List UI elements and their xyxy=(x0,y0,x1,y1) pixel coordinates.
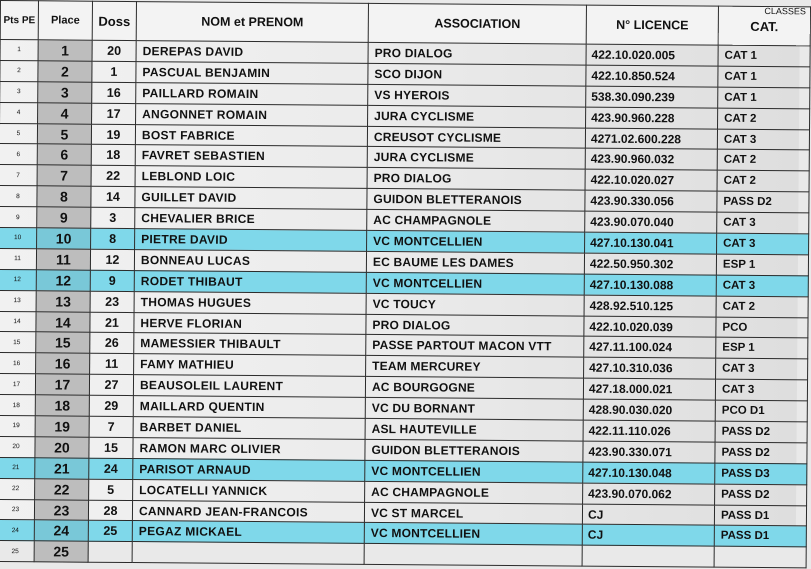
row-doss: 22 xyxy=(91,166,135,187)
row-doss: 28 xyxy=(88,500,132,521)
row-pts: 4 xyxy=(0,102,38,123)
row-doss: 23 xyxy=(90,291,134,312)
row-place: 21 xyxy=(35,458,89,479)
row-name: LEBLOND LOIC xyxy=(135,166,367,189)
row-association: PRO DIALOG xyxy=(367,168,585,191)
row-association: AC CHAMPAGNOLE xyxy=(367,210,585,233)
row-pts: 12 xyxy=(0,269,36,290)
row-pts: 15 xyxy=(0,332,36,353)
row-category: CAT 3 xyxy=(717,212,809,234)
row-place: 11 xyxy=(36,249,90,270)
row-name: PIETRE DAVID xyxy=(135,229,367,252)
header-row xyxy=(0,1,810,46)
row-place: 18 xyxy=(35,395,89,416)
row-category xyxy=(714,547,806,569)
row-category: CAT 1 xyxy=(718,87,810,109)
row-category: CAT 3 xyxy=(716,358,808,380)
row-place: 12 xyxy=(36,270,90,291)
row-pts: 9 xyxy=(0,207,37,228)
row-pts: 8 xyxy=(0,186,37,207)
row-licence: 423.90.330.071 xyxy=(583,441,715,463)
row-category: PASS D1 xyxy=(714,526,806,548)
row-doss: 17 xyxy=(92,103,136,124)
row-name: BARBET DANIEL xyxy=(133,417,365,440)
row-pts: 3 xyxy=(0,81,38,102)
row-association: VC DU BORNANT xyxy=(365,398,583,421)
row-category: CAT 3 xyxy=(716,275,808,297)
row-association: JURA CYCLISME xyxy=(367,147,585,170)
row-association: GUIDON BLETTERANOIS xyxy=(367,189,585,212)
row-place: 6 xyxy=(37,144,91,165)
row-pts: 10 xyxy=(0,228,37,249)
row-category: CAT 2 xyxy=(717,170,809,192)
row-place: 8 xyxy=(37,186,91,207)
row-pts: 20 xyxy=(0,436,35,457)
row-association: TEAM MERCUREY xyxy=(366,356,584,379)
row-licence: 423.90.330.056 xyxy=(585,190,717,212)
row-name: FAVRET SEBASTIEN xyxy=(135,145,367,168)
row-place: 20 xyxy=(35,437,89,458)
row-association: VC MONTCELLIEN xyxy=(364,523,582,546)
row-licence: 427.10.310.036 xyxy=(584,357,716,379)
row-category: CAT 3 xyxy=(717,129,809,151)
row-category: PASS D3 xyxy=(715,463,807,485)
row-category: CAT 2 xyxy=(716,296,808,318)
row-association: GUIDON BLETTERANOIS xyxy=(365,439,583,462)
row-licence: CJ xyxy=(582,525,714,547)
row-association: PASSE PARTOUT MACON VTT xyxy=(366,335,584,358)
row-licence: 427.11.100.024 xyxy=(584,337,716,359)
header-nom: NOM et PRENOM xyxy=(136,2,368,43)
row-doss: 24 xyxy=(89,458,133,479)
row-association: EC BAUME LES DAMES xyxy=(366,251,584,274)
row-pts: 1 xyxy=(0,40,38,61)
row-association xyxy=(364,544,582,567)
row-pts: 21 xyxy=(0,457,35,478)
row-doss: 11 xyxy=(90,354,134,375)
row-licence: 4271.02.600.228 xyxy=(585,128,717,150)
row-licence: 427.10.130.048 xyxy=(583,462,715,484)
row-licence: 427.10.130.088 xyxy=(584,274,716,296)
row-name: CANNARD JEAN-FRANCOIS xyxy=(132,500,364,523)
row-category: PASS D2 xyxy=(715,442,807,464)
row-name: BEAUSOLEIL LAURENT xyxy=(133,375,365,398)
row-doss: 16 xyxy=(92,82,136,103)
row-licence: 422.10.020.005 xyxy=(586,44,718,66)
row-place: 10 xyxy=(37,228,91,249)
row-category: CAT 3 xyxy=(715,379,807,401)
row-pts: 23 xyxy=(0,499,35,520)
row-name: PEGAZ MICKAEL xyxy=(132,521,364,544)
row-name: PAILLARD ROMAIN xyxy=(136,82,368,105)
row-place: 24 xyxy=(34,520,88,541)
row-name: THOMAS HUGUES xyxy=(134,291,366,314)
row-doss: 21 xyxy=(90,312,134,333)
row-pts: 19 xyxy=(0,416,35,437)
row-association: VC TOUCY xyxy=(366,293,584,316)
row-category: CAT 2 xyxy=(717,150,809,172)
row-association: AC BOURGOGNE xyxy=(365,377,583,400)
row-category: CAT 2 xyxy=(718,108,810,130)
row-doss: 14 xyxy=(91,186,135,207)
row-pts: 18 xyxy=(0,395,35,416)
row-licence: 422.50.950.302 xyxy=(584,253,716,275)
row-doss: 8 xyxy=(91,228,135,249)
row-category: CAT 3 xyxy=(717,233,809,255)
header-place: Place xyxy=(38,1,92,40)
row-category: ESP 1 xyxy=(716,338,808,360)
row-pts: 24 xyxy=(0,520,34,541)
row-association: VS HYEROIS xyxy=(368,84,586,107)
row-licence: 422.10.850.524 xyxy=(586,65,718,87)
row-association: JURA CYCLISME xyxy=(368,105,586,128)
row-licence: 422.10.020.039 xyxy=(584,316,716,338)
row-name: HERVE FLORIAN xyxy=(134,312,366,335)
row-pts: 11 xyxy=(0,248,37,269)
header-classes: CLASSES xyxy=(764,6,806,17)
row-doss: 9 xyxy=(90,270,134,291)
header-pts: Pts PE xyxy=(0,1,38,40)
row-doss: 29 xyxy=(89,395,133,416)
row-doss: 18 xyxy=(91,145,135,166)
header-doss: Doss xyxy=(92,1,136,40)
row-place: 3 xyxy=(38,82,92,103)
row-place: 5 xyxy=(37,123,91,144)
row-doss: 25 xyxy=(88,521,132,542)
row-doss: 27 xyxy=(89,374,133,395)
row-name: MAMESSIER THIBAULT xyxy=(134,333,366,356)
row-category: PASS D2 xyxy=(715,421,807,443)
row-doss: 12 xyxy=(90,249,134,270)
row-licence: 422.10.020.027 xyxy=(585,169,717,191)
row-association: ASL HAUTEVILLE xyxy=(365,418,583,441)
row-pts: 17 xyxy=(0,374,36,395)
row-licence: CJ xyxy=(582,504,714,526)
row-name: BOST FABRICE xyxy=(135,124,367,147)
row-pts: 22 xyxy=(0,478,35,499)
row-name: ANGONNET ROMAIN xyxy=(136,103,368,126)
row-licence: 427.10.130.041 xyxy=(585,232,717,254)
header-association: ASSOCIATION xyxy=(368,3,586,44)
row-doss: 19 xyxy=(91,124,135,145)
row-pts: 6 xyxy=(0,144,37,165)
row-name: DEREPAS DAVID xyxy=(136,41,368,64)
row-name: PARISOT ARNAUD xyxy=(133,458,365,481)
row-pts: 16 xyxy=(0,353,36,374)
header-licence: N° LICENCE xyxy=(586,5,718,45)
row-licence: 427.18.000.021 xyxy=(583,378,715,400)
row-category: ESP 1 xyxy=(716,254,808,276)
header-cat xyxy=(718,6,810,46)
row-association: VC MONTCELLIEN xyxy=(367,230,585,253)
row-licence: 538.30.090.239 xyxy=(586,86,718,108)
row-doss: 26 xyxy=(90,333,134,354)
row-doss: 5 xyxy=(89,479,133,500)
row-category: PASS D1 xyxy=(714,505,806,527)
row-name: FAMY MATHIEU xyxy=(134,354,366,377)
row-association: VC MONTCELLIEN xyxy=(366,272,584,295)
row-association: AC CHAMPAGNOLE xyxy=(365,481,583,504)
row-association: PRO DIALOG xyxy=(368,42,586,65)
header-cat-label: CAT. xyxy=(750,18,779,34)
row-place: 22 xyxy=(35,478,89,499)
row-name: GUILLET DAVID xyxy=(135,187,367,210)
row-doss: 7 xyxy=(89,416,133,437)
row-place: 4 xyxy=(38,102,92,123)
row-licence: 428.92.510.125 xyxy=(584,295,716,317)
row-name: BONNEAU LUCAS xyxy=(134,249,366,272)
row-category: CAT 1 xyxy=(718,66,810,88)
row-licence: 423.90.960.228 xyxy=(586,107,718,129)
row-place: 7 xyxy=(37,165,91,186)
row-association: VC ST MARCEL xyxy=(364,502,582,525)
row-place: 23 xyxy=(34,499,88,520)
row-name: RODET THIBAUT xyxy=(134,270,366,293)
row-licence: 428.90.030.020 xyxy=(583,399,715,421)
row-category: CAT 1 xyxy=(718,45,810,67)
row-pts: 25 xyxy=(0,541,34,562)
row-licence: 423.90.070.040 xyxy=(585,211,717,233)
row-name: PASCUAL BENJAMIN xyxy=(136,61,368,84)
row-name: MAILLARD QUENTIN xyxy=(133,396,365,419)
row-place: 2 xyxy=(38,61,92,82)
row-pts: 13 xyxy=(0,290,36,311)
row-category: PCO xyxy=(716,317,808,339)
row-association: VC MONTCELLIEN xyxy=(365,460,583,483)
row-name: LOCATELLI YANNICK xyxy=(133,479,365,502)
row-category: PASS D2 xyxy=(715,484,807,506)
row-place: 16 xyxy=(36,353,90,374)
row-place: 14 xyxy=(36,311,90,332)
row-pts: 5 xyxy=(0,123,38,144)
row-place: 25 xyxy=(34,541,88,562)
row-place: 13 xyxy=(36,290,90,311)
row-licence: 422.11.110.026 xyxy=(583,420,715,442)
row-doss: 20 xyxy=(92,40,136,61)
row-place: 9 xyxy=(37,207,91,228)
row-category: PCO D1 xyxy=(715,400,807,422)
row-place: 17 xyxy=(35,374,89,395)
row-place: 15 xyxy=(36,332,90,353)
row-name: RAMON MARC OLIVIER xyxy=(133,437,365,460)
row-licence: 423.90.960.032 xyxy=(585,149,717,171)
row-name xyxy=(132,542,364,565)
row-place: 1 xyxy=(38,40,92,61)
row-pts: 14 xyxy=(0,311,36,332)
row-pts: 2 xyxy=(0,60,38,81)
row-association: CREUSOT CYCLISME xyxy=(367,126,585,149)
row-association: PRO DIALOG xyxy=(366,314,584,337)
row-place: 19 xyxy=(35,416,89,437)
row-doss: 15 xyxy=(89,437,133,458)
row-name: CHEVALIER BRICE xyxy=(135,208,367,231)
row-association: SCO DIJON xyxy=(368,63,586,86)
row-doss: 1 xyxy=(92,61,136,82)
row-doss: 3 xyxy=(91,207,135,228)
row-category: PASS D2 xyxy=(717,191,809,213)
row-licence: 423.90.070.062 xyxy=(583,483,715,505)
row-licence xyxy=(582,545,714,567)
row-doss xyxy=(88,542,132,563)
row-pts: 7 xyxy=(0,165,37,186)
